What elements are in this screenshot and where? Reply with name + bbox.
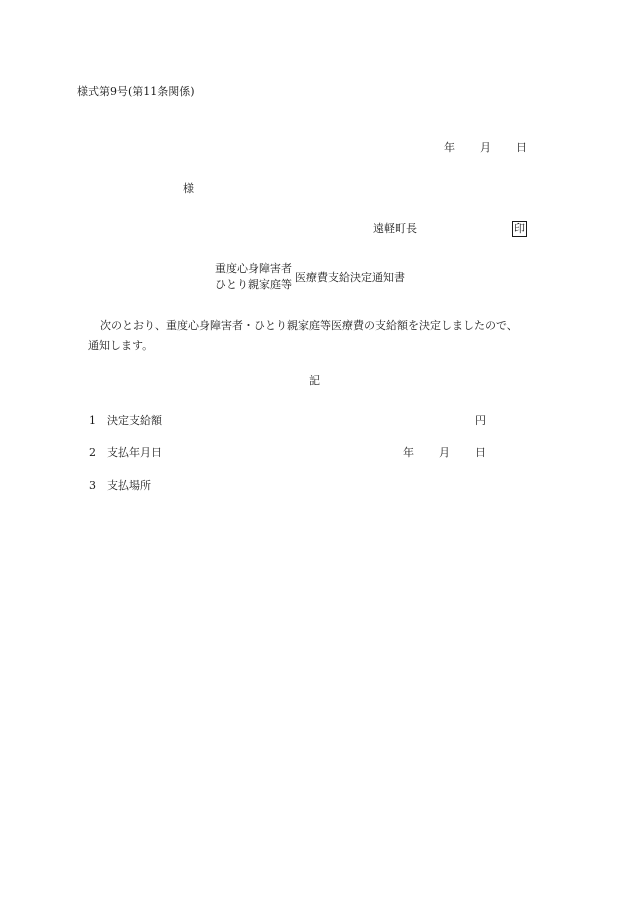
- item-2-day: 日: [475, 446, 486, 459]
- seal-mark: [512, 221, 527, 237]
- form-label: 様式第9号(第11条関係): [77, 85, 195, 98]
- title-stack: [215, 261, 292, 293]
- item-2-label: 支払年月日: [107, 446, 162, 459]
- body-line-2: 通知します。: [88, 339, 154, 353]
- title-main: 医療費支給決定通知書: [295, 270, 405, 284]
- issuer-name: 遠軽町長: [373, 222, 417, 235]
- date-day: 日: [516, 141, 527, 154]
- ki-heading: 記: [309, 374, 320, 387]
- item-2-month: 月: [439, 446, 450, 459]
- title-line-2: ひとり親家庭等: [215, 277, 292, 291]
- item-3-number: 3: [89, 479, 96, 492]
- title-line-1: 重度心身障害者: [215, 262, 292, 275]
- item-1-number: 1: [89, 414, 96, 427]
- body-line-1: 次のとおり、重度心身障害者・ひとり親家庭等医療費の支給額を決定しましたので、: [100, 319, 518, 332]
- date-year: 年: [444, 141, 455, 154]
- item-3-label: 支払場所: [107, 479, 151, 492]
- document-title: [215, 261, 405, 293]
- seal-text: 印: [512, 221, 527, 237]
- item-2-year: 年: [403, 446, 414, 459]
- addressee-suffix: 様: [183, 182, 194, 195]
- item-2-number: 2: [89, 446, 96, 459]
- item-1-unit: 円: [475, 414, 486, 427]
- date-month: 月: [480, 141, 491, 154]
- item-1-label: 決定支給額: [107, 414, 162, 427]
- body-paragraph: [88, 316, 568, 357]
